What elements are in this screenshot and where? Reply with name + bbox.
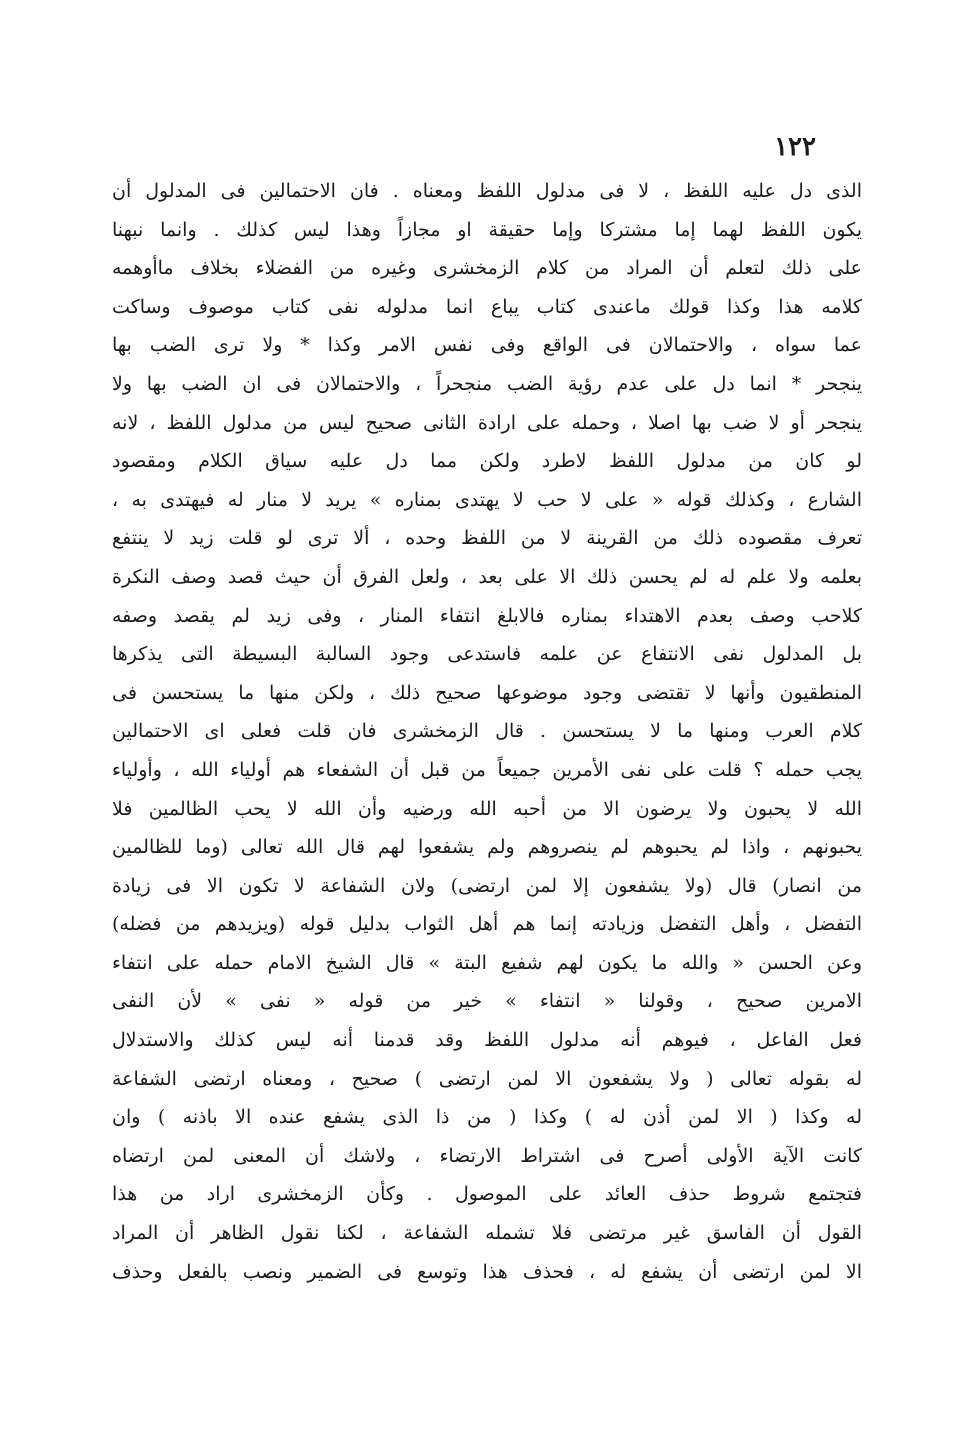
text-line: التفضل ، وأهل التفضل وزيادته إنما هم أهل الثواب بدليل قوله (ويزيدهم من فضله) <box>112 913 862 936</box>
text-line: المنطقيون وأنها لا تقتضى وجود موضوعها صحيح ذلك ، ولكن منها ما يستحسن فى <box>112 681 862 704</box>
text-line: يكون اللفظ لهما إما مشتركا وإما حقيقة او مجازاً وهذا ليس كذلك . وانما نبهنا <box>112 218 862 241</box>
text-line: فعل الفاعل ، فيوهم أنه مدلول اللفظ وقد قدمنا أنه ليس كذلك والاستدلال <box>112 1029 862 1052</box>
text-line: ينجحر أو لا ضب بها اصلا ، وحمله على ارادة الثانى صحيح ليس من مدلول اللفظ ، لانه <box>112 411 862 434</box>
text-line: له بقوله تعالى ( ولا يشفعون الا لمن ارتضى ) صحيح ، ومعناه ارتضى الشفاعة <box>112 1067 862 1090</box>
text-line: من انصار) قال (ولا يشفعون إلا لمن ارتضى) ولان الشفاعة لا تكون الا فى زيادة <box>112 874 862 897</box>
text-line: الا لمن ارتضى أن يشفع له ، فحذف هذا وتوسع فى الضمير ونصب بالفعل وحذف <box>112 1260 862 1283</box>
text-line: كلاحب وصف بعدم الاهتداء بمناره فالابلغ انتفاء المنار ، وفى زيد لم يقصد وصفه <box>112 604 862 627</box>
text-line: الشارع ، وكذلك قوله « على لا حب لا يهتدى بمناره » يريد لا منار له فيهتدى به ، <box>112 488 862 511</box>
text-line: كلام العرب ومنها ما لا يستحسن . قال الزمخشرى فان قلت فعلى اى الاحتمالين <box>112 720 862 743</box>
text-line: تعرف مقصوده ذلك من القرينة لا من اللفظ وحده ، ألا ترى لو قلت زيد لا ينتفع <box>112 527 862 550</box>
page-number: ١٢٢ <box>774 132 816 162</box>
body-text <box>112 172 862 1291</box>
text-line: وعن الحسن « والله ما يكون لهم شفيع البتة » قال الشيخ الامام حمله على انتفاء <box>112 951 862 974</box>
text-line: الذى دل عليه اللفظ ، لا فى مدلول اللفظ ومعناه . فان الاحتمالين فى المدلول أن <box>112 180 862 202</box>
text-line: كلامه هذا وكذا قولك ماعندى كتاب يباع انما مدلوله نفى كتاب موصوف وساكت <box>112 295 862 318</box>
text-line: له وكذا ( الا لمن أذن له ) وكذا ( من ذا الذى يشفع عنده الا باذنه ) وان <box>112 1106 862 1129</box>
text-line: ينجحر * انما دل على عدم رؤية الضب منجحراً ، والاحتمالان فى ان الضب بها ولا <box>112 372 862 395</box>
text-line: بعلمه ولا علم له لم يحسن ذلك الا على بعد ، ولعل الفرق أن حيث قصد وصف النكرة <box>112 565 862 588</box>
text-line: يجب حمله ؟ قلت على نفى الأمرين جميعاً من قبل أن الشفعاء هم أولياء الله ، وأولياء <box>112 758 862 781</box>
text-line: الله لا يحبون ولا يرضون الا من أحبه الله ورضيه وأن الله لا يحب الظالمين فلا <box>112 797 862 820</box>
text-line: عما سواه ، والاحتمالان فى الواقع وفى نفس الامر وكذا * ولا ترى الضب بها <box>112 334 862 357</box>
text-line: على ذلك لتعلم أن المراد من كلام الزمخشرى وغيره من الفضلاء بخلاف ماأوهمه <box>112 257 862 280</box>
text-line: القول أن الفاسق غير مرتضى فلا تشمله الشفاعة ، لكنا نقول الظاهر أن المراد <box>112 1222 862 1245</box>
text-line: فتجتمع شروط حذف العائد على الموصول . وكأن الزمخشرى اراد من هذا <box>112 1183 862 1206</box>
text-line: كانت الآية الأولى أصرح فى اشتراط الارتضاء ، ولاشك أن المعنى لمن ارتضاه <box>112 1144 862 1167</box>
text-line: لو كان من مدلول اللفظ لاطرد ولكن مما دل عليه سياق الكلام ومقصود <box>112 450 862 473</box>
text-line: يحبونهم ، واذا لم يحبوهم لم ينصروهم ولم يشفعوا لهم قال الله تعالى (وما للظالمين <box>112 836 862 859</box>
text-line: بل المدلول نفى الانتفاع عن علمه فاستدعى وجود السالبة البسيطة التى يذكرها <box>112 643 862 666</box>
text-line: الامرين صحيح ، وقولنا « انتفاء » خير من قوله « نفى » لأن النفى <box>112 990 862 1013</box>
